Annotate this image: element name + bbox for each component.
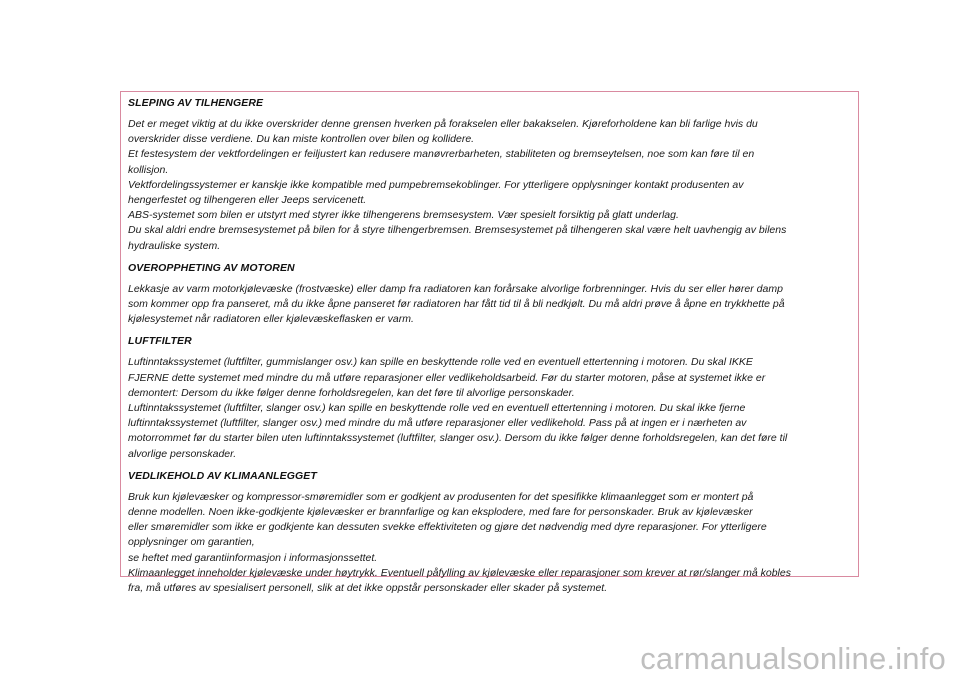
section-heading: LUFTFILTER <box>128 335 192 348</box>
paragraph: Lekkasje av varm motorkjølevæske (frostvæske) eller damp fra radiatoren kan forårsake alvorlige forbrenninger. Hvis du ser eller hører damp som kommer opp fra panseret, må du ikke åpne panseret før radiatoren har fått tid til å bli nedkjølt. Du må aldri prøve å åpne en trykkhette på kjølesystemet når radiatoren eller kjølevæskeflasken er varm. <box>128 282 785 326</box>
paragraph: Vektfordelingssystemer er kanskje ikke kompatible med pumpebremsekoblinger. For ytterligere opplysninger kontakt produsenten av hengerfestet og tilhengeren eller Jeeps servicenett. <box>128 178 744 207</box>
watermark: carmanualsonline.info <box>640 641 946 676</box>
section-air-filter <box>128 335 852 461</box>
paragraph: Det er meget viktig at du ikke overskrider denne grensen hverken på forakselen eller bakakselen. Kjøreforholdene kan bli farlige hvis du overskrider disse verdiene. Du kan miste kontrollen over bilen og kollidere. <box>128 118 758 146</box>
section-engine-overheating <box>128 262 852 328</box>
warning-box <box>120 91 859 595</box>
paragraph: Luftinntakssystemet (luftfilter, gummislanger osv.) kan spille en beskyttende rolle ved en eventuell ettertenning i motoren. Du skal IKKE FJERNE dette systemet med mindre du må utføre reparasjoner eller vedlikeholdsarbeid. Før du starter motoren, påse at systemet ikke er demontert: Dersom du ikke følger denne forholdsregelen, kan det føre til alvorlige personskader. <box>128 356 766 399</box>
paragraph: Bruk kun kjølevæsker og kompressor-smøremidler som er godkjent av produsenten for det spesifikke klimaanlegget som er montert på denne modellen. Noen ikke-godkjente kjølevæsker er brannfarlige og kan eksplodere, med fare for personskader. Bruk av kjølevæsker eller smøremidler som ikke er godkjente kan dessuten svekke effektiviteten og gjøre det nødvendig med dyre reparasjoner. For ytterligere opplysninger om garantien, se heftet med garantiinformasjon i informasjonssettet. <box>128 490 767 564</box>
section-heading: OVEROPPHETING AV MOTOREN <box>128 261 295 274</box>
paragraph: Du skal aldri endre bremsesystemet på bilen for å styre tilhengerbremsen. Bremsesystemet på tilhengeren skal være helt uavhengig av bilens hydrauliske system. <box>128 224 787 252</box>
section-climate-maintenance <box>128 470 852 596</box>
section-heading: SLEPING AV TILHENGERE <box>128 97 264 109</box>
section-heading: VEDLIKEHOLD AV KLIMAANLEGGET <box>128 469 317 482</box>
paragraph: ABS-systemet som bilen er utstyrt med styrer ikke tilhengerens bremsesystem. Vær spesielt forsiktig på glatt underlag. <box>128 209 679 222</box>
paragraph: Klimaanlegget inneholder kjølevæske under høytrykk. Eventuell påfylling av kjølevæske eller reparasjoner som krever at rør/slanger må kobles fra, må utføres av spesialisert personell, slik at det ikke oppstår personskader eller skader på systemet. <box>128 566 791 595</box>
paragraph: Et festesystem der vektfordelingen er feiljustert kan redusere manøvrerbarheten, stabiliteten og bremseytelsen, noe som kan føre til en kollisjon. <box>128 148 755 176</box>
section-trailer-towing <box>128 97 852 254</box>
paragraph: Luftinntakssystemet (luftfilter, slanger osv.) kan spille en beskyttende rolle ved en eventuell ettertenning i motoren. Du skal ikke fjerne luftinntakssystemet (luftfilter, slanger osv.) med mindre du må utføre reparasjoner eller vedlikehold. Pass på at ingen er i nærheten av motorrommet før du starter bilen uten luftinntakssystemet (luftfilter, slanger osv.). Dersom du ikke følger denne forholdsregelen, kan det føre til alvorlige personskader. <box>128 402 788 460</box>
